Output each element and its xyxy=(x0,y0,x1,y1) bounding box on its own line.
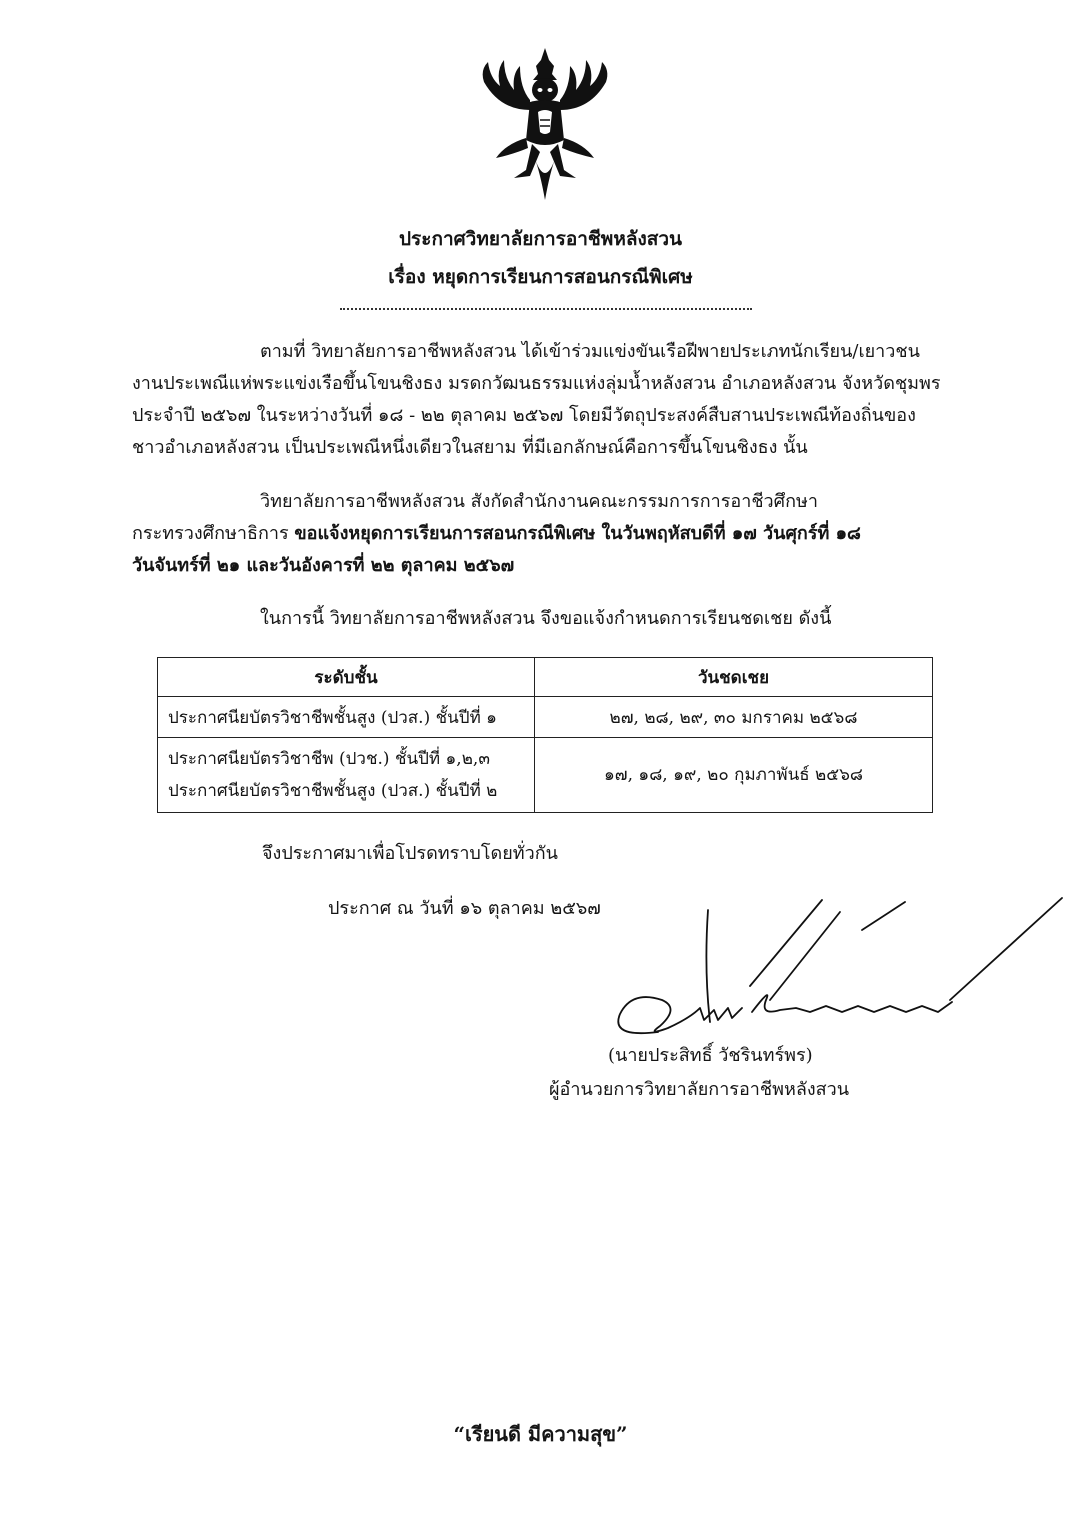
level-text: ประกาศนียบัตรวิชาชีพ (ปวช.) ชั้นปีที่ ๑,๒,๓ xyxy=(168,749,490,769)
college-motto: “เรียนดี มีความสุข” xyxy=(453,1422,628,1446)
dotted-divider xyxy=(340,308,752,310)
column-header-date: วันชดเชย xyxy=(535,658,933,697)
signer-name: (นายประสิทธิ์ วัชรินทร์พร) xyxy=(608,1045,813,1066)
paragraph-schedule-intro xyxy=(132,603,960,635)
paragraph-line: งานประเพณีแห่พระแข่งเรือขึ้นโขนชิงธง มรดกวัฒนธรรมแห่งลุ่มน้ำหลังสวน อำเภอหลังสวน จังหวัดชุมพร xyxy=(132,373,941,394)
table-cell-date: ๑๗, ๑๘, ๑๙, ๒๐ กุมภาพันธ์ ๒๕๖๘ xyxy=(535,738,933,813)
level-text: ประกาศนียบัตรวิชาชีพชั้นสูง (ปวส.) ชั้นปีที่ ๑ xyxy=(168,707,497,728)
paragraph-notice xyxy=(132,486,960,582)
table-row xyxy=(158,697,933,738)
garuda-emblem-icon xyxy=(470,40,620,205)
makeup-schedule-table xyxy=(157,657,933,813)
paragraph-line: ชาวอำเภอหลังสวน เป็นประเพณีหนึ่งเดียวในสยาม ที่มีเอกลักษณ์คือการขึ้นโขนชิงธง นั้น xyxy=(132,437,808,458)
table-cell-level xyxy=(158,738,535,813)
paragraph-line xyxy=(132,550,960,582)
signature-icon xyxy=(600,890,1070,1050)
signer-position: ผู้อำนวยการวิทยาลัยการอาชีพหลังสวน xyxy=(549,1079,850,1100)
paragraph-line: ในการนี้ วิทยาลัยการอาชีพหลังสวน จึงขอแจ้งกำหนดการเรียนชดเชย ดังนี้ xyxy=(260,608,832,629)
paragraph-background xyxy=(132,336,960,464)
paragraph-line: วิทยาลัยการอาชีพหลังสวน สังกัดสำนักงานคณะกรรมการการอาชีวศึกษา xyxy=(260,491,818,512)
announcement-subject: เรื่อง หยุดการเรียนการสอนกรณีพิเศษ xyxy=(388,266,693,288)
paragraph-line xyxy=(132,518,960,550)
closing-statement: จึงประกาศมาเพื่อโปรดทราบโดยทั่วกัน xyxy=(262,843,558,864)
paragraph-bold-text: วันจันทร์ที่ ๒๑ และวันอังคารที่ ๒๒ ตุลาคม ๒๕๖๗ xyxy=(132,555,515,576)
paragraph-line: ประจำปี ๒๕๖๗ ในระหว่างวันที่ ๑๘ - ๒๒ ตุลาคม ๒๕๖๗ โดยมีวัตถุประสงค์สืบสานประเพณีท้องถิ่นของ xyxy=(132,405,916,426)
table-header-row xyxy=(158,658,933,697)
announcement-date: ประกาศ ณ วันที่ ๑๖ ตุลาคม ๒๕๖๗ xyxy=(328,898,601,919)
paragraph-text: กระทรวงศึกษาธิการ xyxy=(132,523,295,544)
table-row xyxy=(158,738,933,813)
announcement-title: ประกาศวิทยาลัยการอาชีพหลังสวน xyxy=(398,228,683,250)
column-header-level: ระดับชั้น xyxy=(158,658,535,697)
level-text: ประกาศนียบัตรวิชาชีพชั้นสูง (ปวส.) ชั้นปีที่ ๒ xyxy=(168,781,498,801)
table-cell-date: ๒๗, ๒๘, ๒๙, ๓๐ มกราคม ๒๕๖๘ xyxy=(535,697,933,738)
table-cell-level xyxy=(158,697,535,738)
paragraph-bold-text: ขอแจ้งหยุดการเรียนการสอนกรณีพิเศษ ในวันพฤหัสบดีที่ ๑๗ วันศุกร์ที่ ๑๘ xyxy=(294,523,861,544)
paragraph-line: ตามที่ วิทยาลัยการอาชีพหลังสวน ได้เข้าร่วมแข่งขันเรือฝีพายประเภทนักเรียน/เยาวชน xyxy=(260,341,920,362)
